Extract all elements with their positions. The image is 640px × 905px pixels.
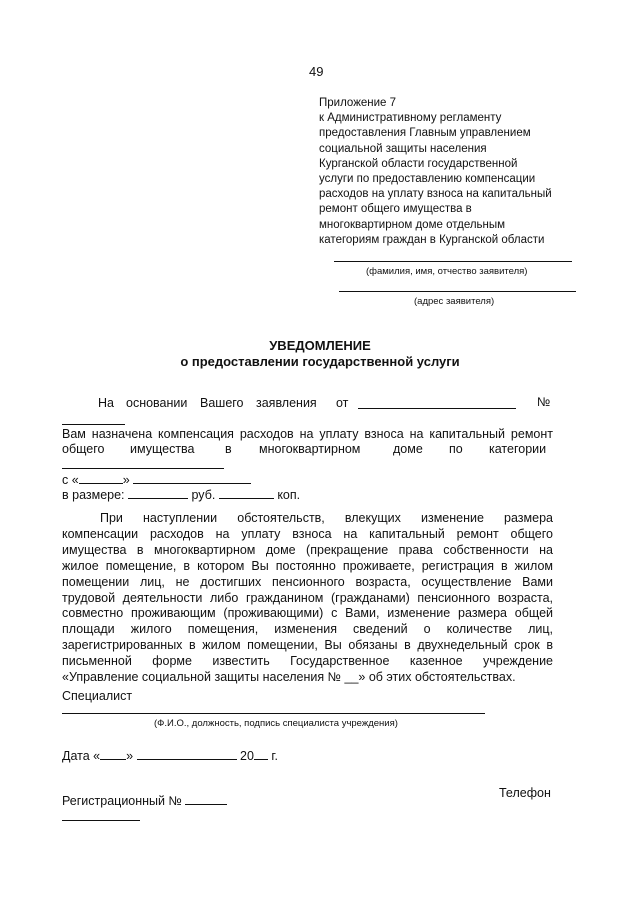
paragraph-line: площади жилого помещения, изменения сведений о количестве лиц, bbox=[62, 622, 553, 637]
date-day-blank bbox=[100, 748, 126, 760]
from-month-blank bbox=[133, 472, 251, 484]
date-year-prefix: 20 bbox=[240, 749, 254, 763]
specialist-caption: (Ф.И.О., должность, подпись специалиста учреждения) bbox=[154, 718, 398, 729]
basis-word: Вашего bbox=[200, 396, 244, 410]
obligation-paragraph bbox=[62, 511, 553, 686]
paragraph-line: компенсации расходов на уплату взноса на капитальный ремонт общего bbox=[62, 526, 553, 541]
appendix-line: Курганской области государственной bbox=[319, 157, 518, 170]
appendix-line: ремонт общего имущества в bbox=[319, 203, 472, 216]
applicant-name-line bbox=[334, 261, 572, 262]
appendix-line: услуги по предоставлению компенсации bbox=[319, 173, 536, 186]
paragraph-line: трудовой деятельности либо гражданином (гражданами) пенсионного возраста, bbox=[62, 590, 553, 605]
compensation-word: категории bbox=[489, 442, 547, 456]
paragraph-line: совместно проживающим (проживающими) с Вами, изменение размера общей bbox=[62, 606, 553, 621]
basis-word: заявления bbox=[256, 396, 317, 410]
paragraph-line: «Управление социальной защиты населения № __» об этих обстоятельствах. bbox=[62, 670, 516, 685]
date-prefix: Дата « bbox=[62, 749, 101, 763]
paragraph-line: жилое помещение, в котором Вы постоянно проживаете, регистрация в жилом bbox=[62, 558, 553, 573]
paragraph-line: помещении лиц, не достигших пенсионного возраста, осуществление Вами bbox=[62, 574, 553, 589]
applicant-address-caption: (адрес заявителя) bbox=[414, 296, 495, 307]
appendix-line: категориям граждан в Курганской области bbox=[319, 233, 545, 246]
appendix-line: расходов на уплату взноса на капитальный bbox=[319, 188, 552, 201]
phone-label: Телефон bbox=[499, 786, 551, 800]
application-number-line bbox=[62, 424, 125, 425]
rub-blank bbox=[128, 487, 188, 499]
kop-blank bbox=[219, 487, 274, 499]
appendix-header bbox=[319, 96, 569, 248]
compensation-word: доме bbox=[393, 442, 423, 456]
date-year-blank bbox=[254, 748, 268, 760]
date-year-suffix: г. bbox=[271, 749, 278, 763]
from-prefix: с « bbox=[62, 473, 79, 487]
from-date-row bbox=[62, 472, 251, 487]
appendix-line: к Административному регламенту bbox=[319, 112, 502, 125]
paragraph-line: имущества в многоквартирном доме (прекращение права собственности на bbox=[62, 542, 553, 557]
paragraph-line: письменной форме известить Государственное казенное учреждение bbox=[62, 654, 553, 669]
date-row bbox=[62, 748, 278, 763]
category-line bbox=[62, 468, 224, 469]
basis-word: от bbox=[336, 396, 349, 410]
from-mid: » bbox=[122, 473, 130, 487]
registration-blank bbox=[185, 793, 227, 805]
appendix-line: социальной защиты населения bbox=[319, 142, 487, 155]
date-month-blank bbox=[137, 748, 237, 760]
compensation-line-1: Вам назначена компенсация расходов на уплату взноса на капитальный ремонт bbox=[62, 427, 553, 441]
registration-number-line bbox=[62, 820, 140, 821]
appendix-line: Приложение 7 bbox=[319, 97, 397, 109]
date-mid: » bbox=[126, 749, 134, 763]
basis-word: основании bbox=[126, 396, 188, 410]
specialist-line bbox=[62, 713, 485, 714]
rub-label: руб. bbox=[191, 488, 216, 502]
compensation-word: имущества bbox=[130, 442, 195, 456]
compensation-word: в bbox=[225, 442, 232, 456]
registration-row bbox=[62, 793, 227, 808]
compensation-word: многоквартирном bbox=[259, 442, 361, 456]
appendix-line: предоставления Главным управлением bbox=[319, 127, 531, 140]
applicant-address-line bbox=[339, 291, 576, 292]
specialist-label: Специалист bbox=[62, 689, 133, 703]
number-sign: № bbox=[537, 395, 551, 409]
applicant-name-caption: (фамилия, имя, отчество заявителя) bbox=[366, 266, 528, 277]
kop-label: коп. bbox=[277, 488, 301, 502]
amount-label: в размере: bbox=[62, 488, 125, 502]
document-title: УВЕДОМЛЕНИЕ bbox=[269, 338, 371, 353]
paragraph-line: зарегистрированных в жилом помещении, Вы обязаны в двухнедельный срок в bbox=[62, 638, 553, 653]
from-day-blank bbox=[79, 472, 123, 484]
compensation-word: по bbox=[449, 442, 463, 456]
paragraph-line: При наступлении обстоятельств, влекущих изменение размера bbox=[100, 511, 553, 525]
application-date-line bbox=[358, 408, 516, 409]
registration-label: Регистрационный № bbox=[62, 794, 182, 808]
appendix-line: многоквартирном доме отдельным bbox=[319, 218, 506, 231]
compensation-word: общего bbox=[62, 442, 105, 456]
document-subtitle: о предоставлении государственной услуги bbox=[180, 354, 460, 369]
basis-word: На bbox=[98, 396, 114, 410]
amount-row bbox=[62, 487, 300, 502]
page-number: 49 bbox=[309, 64, 324, 79]
